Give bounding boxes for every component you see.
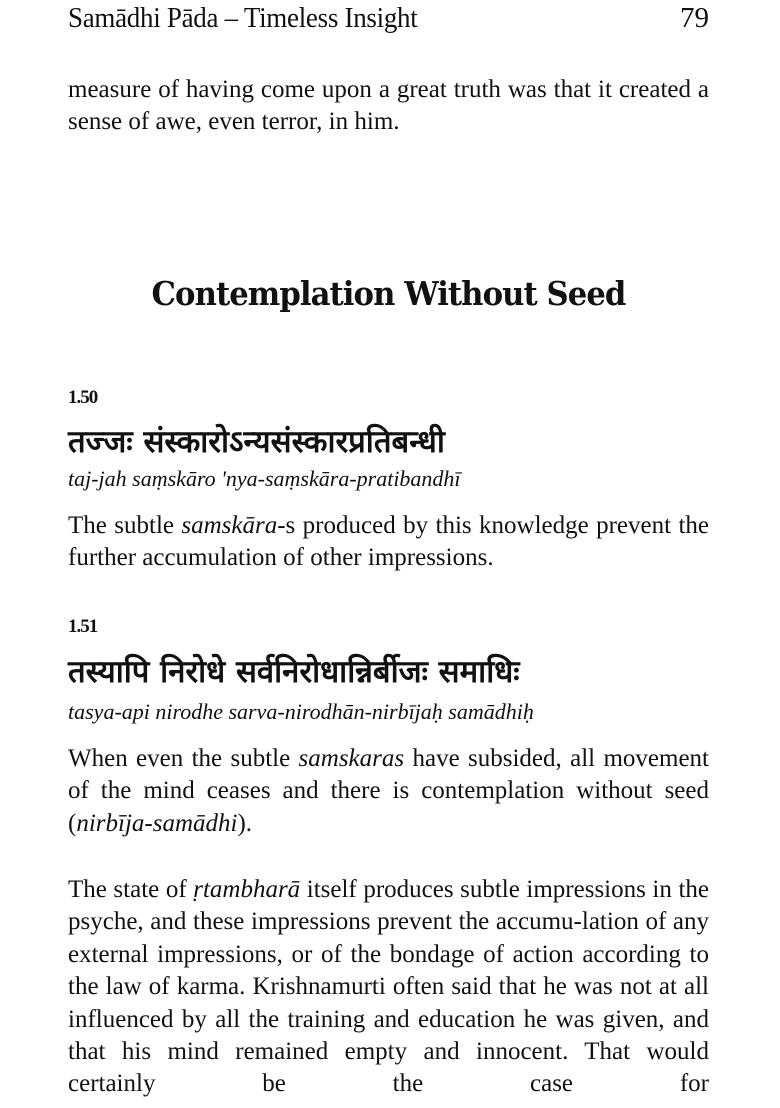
translation-text: The subtle [68,512,182,539]
translation-term: nirbīja-samādhi [76,809,238,837]
running-head [68,0,664,40]
translation-text: When even the subtle [68,745,299,772]
sutra-translation [68,510,709,575]
section-heading: Contemplation Without Seed [151,274,626,313]
translation-text: -s produced by this knowledge prevent the further accumulation of other impressions. [68,512,710,572]
commentary-text: itself produces subtle impressions in the psyche, and these impressions prevent the accumu-lation of any external impressions, or of the bondage of action according to the law of karma. Krishnamurti often said that he was not at all influenced by all the training and education he was given, and that his mind remained empty and innocent. That would certainly be the case for [68,876,709,1098]
translation-term: samskāra [181,512,278,539]
translation-text: have subsided, all movement of the mind ceases and there is contemplation without seed ( [68,745,709,837]
sutra-transliteration: tasya-api nirodhe sarva-nirodhān-nirbījaḥ samādhiḥ [68,699,534,724]
sutra-number: 1.50 [68,387,98,408]
page-number: 79 [680,2,709,34]
sutra-devanagari: तज्जः संस्कारोऽन्यसंस्कारप्रतिबन्धी [68,424,445,460]
sutra-devanagari: तस्यापि निरोधे सर्वनिरोधान्निर्बीजः समाधिः [68,654,520,690]
translation-term: samskaras [298,745,405,772]
translation-text: ). [237,809,253,837]
running-head-title: Samādhi Pāda – Timeless Insight [68,2,418,34]
sutra-transliteration: taj-jah saṃskāro 'nya-saṃskāra-pratibandhī [68,466,461,491]
intro-paragraph: measure of having come upon a great truth was that it created a sense of awe, even terror, in him. [68,76,709,136]
sutra-translation [68,743,709,840]
commentary-paragraph [68,874,709,1101]
commentary-term: ṛtambharā [193,876,301,903]
sutra-number: 1.51 [68,616,98,637]
commentary-text: The state of [68,876,194,903]
